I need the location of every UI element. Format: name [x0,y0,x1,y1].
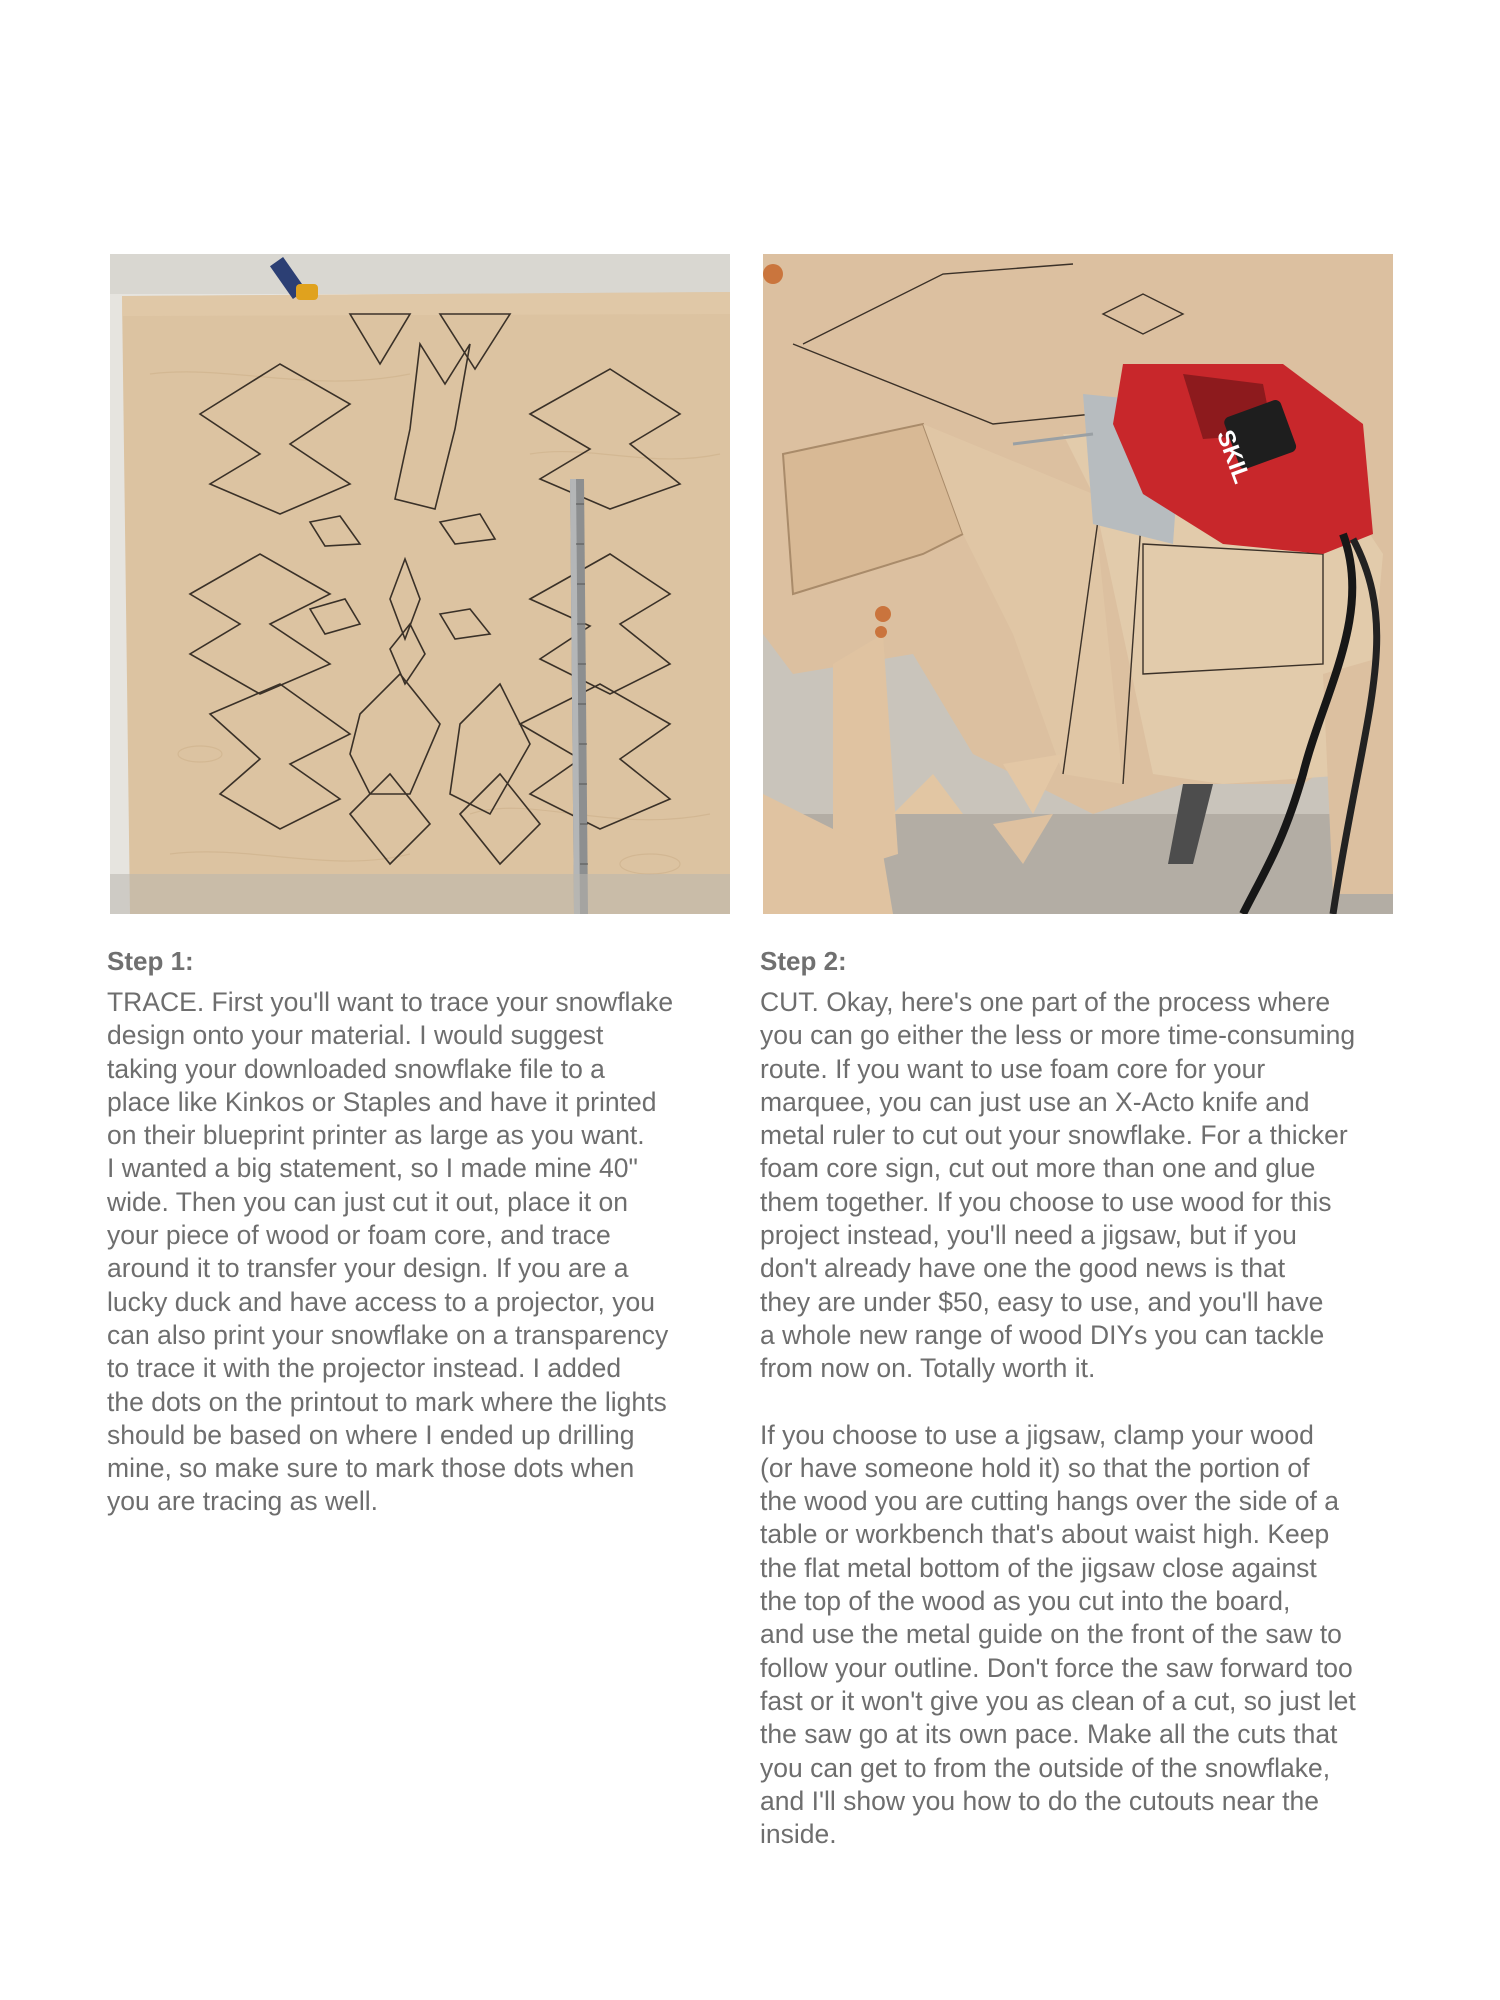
jigsaw-illustration [763,254,1393,914]
plywood-snowflake-tracing-photo [110,254,730,914]
step-2-paragraph-2: If you choose to use a jigsaw, clamp your wood (or have someone hold it) so that the portion of the wood you are cutting hangs over the side of a table or workbench that's about waist high. Keep the flat metal bottom of the jigsaw close against the top of the wood as you cut into the board, and use the metal guide on the front of the saw to follow your outline. Don't force the saw forward too fast or it won't give you as clean of a cut, so just let the saw go at its own pace. Make all the cuts that you can get to from the outside of the snowflake, and I'll show you how to do the cutouts near the inside. [760,1419,1356,1850]
jigsaw-cutting-wood-photo [763,254,1393,914]
step-2-paragraph-1: CUT. Okay, here's one part of the process where you can go either the less or more time-consuming route. If you want to use foam core for your marquee, you can just use an X-Acto knife and metal ruler to cut out your snowflake. For a thicker foam core sign, cut out more than one and glue them together. If you choose to use wood for this project instead, you'll need a jigsaw, but if you don't already have one the good news is that they are under $50, easy to use, and you'll have a whole new range of wood DIYs you can tackle from now on. Totally worth it. [760,987,1356,1384]
step-2-section [760,254,1393,1851]
step-1-paragraph: TRACE. First you'll want to trace your snowflake design onto your material. I would suggest taking your downloaded snowflake file to a place like Kinkos or Staples and have it printed on their blueprint printer as large as you want. I wanted a big statement, so I made mine 40" wide. Then you can just cut it out, place it on your piece of wood or foam core, and trace around it to transfer your design. If you are a lucky duck and have access to a projector, you can also print your snowflake on a transparency to trace it with the projector instead. I added the dots on the printout to mark where the lights should be based on where I ended up drilling mine, so make sure to mark those dots when you are tracing as well. [107,987,674,1517]
snowflake-board-illustration [110,254,730,914]
step-2-title: Step 2: [760,946,847,976]
step-1-section [107,254,730,1519]
step-1-title: Step 1: [107,946,194,976]
saw-brand-label: SKIL [1211,426,1256,488]
